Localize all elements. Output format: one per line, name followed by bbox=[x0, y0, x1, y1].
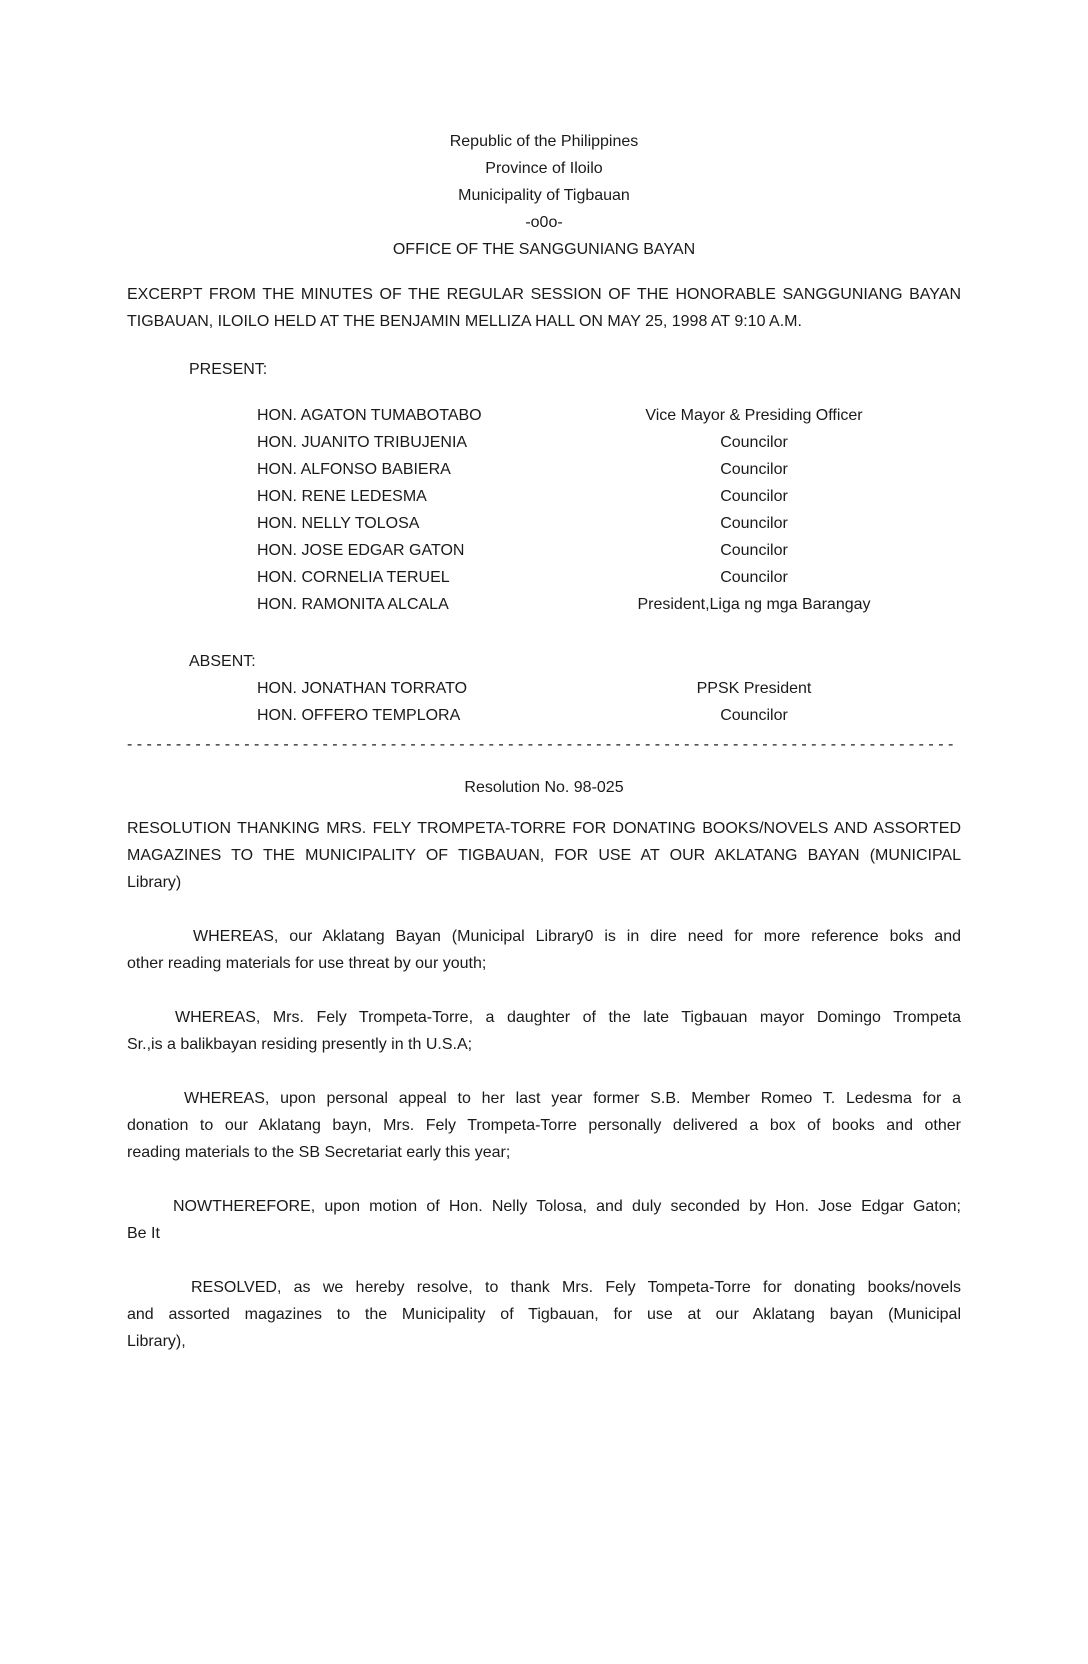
resolution-title-line: MAGAZINES TO THE MUNICIPALITY OF TIGBAUAN, FOR USE AT OUR AKLATANG BAYAN (MUNICIPAL bbox=[127, 847, 961, 864]
attendee-name: HON. RAMONITA ALCALA bbox=[257, 596, 449, 613]
header-office-name: OFFICE OF THE SANGGUNIANG BAYAN bbox=[392, 241, 696, 258]
resolution-number: Resolution No. 98-025 bbox=[464, 779, 624, 796]
paragraph-line: reading materials to the SB Secretariat early this year; bbox=[127, 1144, 511, 1161]
header-line-province: Province of Iloilo bbox=[485, 160, 603, 177]
attendee-row bbox=[127, 537, 961, 564]
absent-label: ABSENT: bbox=[189, 653, 256, 670]
attendee-name: HON. JOSE EDGAR GATON bbox=[257, 542, 465, 559]
attendee-title: Councilor bbox=[720, 542, 788, 559]
attendee-name: HON. CORNELIA TERUEL bbox=[257, 569, 450, 586]
whereas-paragraph-1 bbox=[127, 923, 961, 977]
paragraph-line: Sr.,is a balikbayan residing presently in th U.S.A; bbox=[127, 1036, 473, 1053]
present-label: PRESENT: bbox=[189, 361, 268, 378]
paragraph-line: NOWTHEREFORE, upon motion of Hon. Nelly Tolosa, and duly seconded by Hon. Jose Edgar Gaton; bbox=[173, 1198, 961, 1215]
absent-roster bbox=[127, 675, 961, 729]
attendee-title: Councilor bbox=[720, 434, 788, 451]
attendee-title: Councilor bbox=[720, 707, 788, 724]
resolution-title bbox=[127, 815, 961, 896]
attendee-name: HON. AGATON TUMABOTABO bbox=[257, 407, 482, 424]
whereas-paragraph-3 bbox=[127, 1085, 961, 1166]
attendee-name: HON. OFFERO TEMPLORA bbox=[257, 707, 461, 724]
attendee-row bbox=[127, 483, 961, 510]
resolution-title-line: Library) bbox=[127, 874, 182, 891]
attendee-row bbox=[127, 510, 961, 537]
attendee-row bbox=[127, 675, 961, 702]
attendee-row bbox=[127, 564, 961, 591]
attendee-row bbox=[127, 702, 961, 729]
dashed-divider: - - - - - - - - - - - - - - - - - - - - - - - - - - - - - - - - - - - - - - - - - - - - - - - - - - - - - - - - - - - - - - - - - - - - - - - - - - - - - - - - - - - - - bbox=[127, 736, 954, 753]
attendee-title: Vice Mayor & Presiding Officer bbox=[645, 407, 863, 424]
attendee-title: PPSK President bbox=[696, 680, 812, 697]
attendee-row bbox=[127, 402, 961, 429]
attendee-title: President,Liga ng mga Barangay bbox=[637, 596, 871, 613]
attendee-title: Councilor bbox=[720, 515, 788, 532]
paragraph-line: WHEREAS, our Aklatang Bayan (Municipal Library0 is in dire need for more reference boks and bbox=[193, 928, 961, 945]
header-line-municipality: Municipality of Tigbauan bbox=[458, 187, 630, 204]
attendee-row bbox=[127, 591, 961, 618]
paragraph-line: and assorted magazines to the Municipality of Tigbauan, for use at our Aklatang bayan (Municipal bbox=[127, 1306, 961, 1323]
paragraph-line: RESOLVED, as we hereby resolve, to thank Mrs. Fely Tompeta-Torre for donating books/novels bbox=[191, 1279, 961, 1296]
nowtherefore-paragraph bbox=[127, 1193, 961, 1247]
paragraph-line: Be It bbox=[127, 1225, 160, 1242]
paragraph-line: Library), bbox=[127, 1333, 186, 1350]
present-roster bbox=[127, 402, 961, 618]
paragraph-line: donation to our Aklatang bayn, Mrs. Fely Trompeta-Torre personally delivered a box of books and other bbox=[127, 1117, 961, 1134]
paragraph-line: WHEREAS, upon personal appeal to her last year former S.B. Member Romeo T. Ledesma for a bbox=[184, 1090, 961, 1107]
paragraph-line: other reading materials for use threat by our youth; bbox=[127, 955, 487, 972]
excerpt-paragraph bbox=[127, 281, 961, 335]
attendee-name: HON. RENE LEDESMA bbox=[257, 488, 427, 505]
attendee-name: HON. NELLY TOLOSA bbox=[257, 515, 420, 532]
whereas-paragraph-2 bbox=[127, 1004, 961, 1058]
excerpt-line: EXCERPT FROM THE MINUTES OF THE REGULAR SESSION OF THE HONORABLE SANGGUNIANG BAYAN bbox=[127, 286, 961, 303]
attendee-name: HON. ALFONSO BABIERA bbox=[257, 461, 451, 478]
header-o0o-separator: -o0o- bbox=[525, 214, 563, 231]
attendee-title: Councilor bbox=[720, 488, 788, 505]
attendee-title: Councilor bbox=[720, 461, 788, 478]
document-header bbox=[127, 128, 961, 263]
attendee-name: HON. JUANITO TRIBUJENIA bbox=[257, 434, 468, 451]
resolved-paragraph bbox=[127, 1274, 961, 1355]
attendee-title: Councilor bbox=[720, 569, 788, 586]
resolution-title-line: RESOLUTION THANKING MRS. FELY TROMPETA-TORRE FOR DONATING BOOKS/NOVELS AND ASSORTED bbox=[127, 820, 961, 837]
excerpt-line: TIGBAUAN, ILOILO HELD AT THE BENJAMIN MELLIZA HALL ON MAY 25, 1998 AT 9:10 A.M. bbox=[127, 313, 802, 330]
paragraph-line: WHEREAS, Mrs. Fely Trompeta-Torre, a daughter of the late Tigbauan mayor Domingo Trompeta bbox=[175, 1009, 961, 1026]
attendee-row bbox=[127, 429, 961, 456]
header-line-republic: Republic of the Philippines bbox=[449, 133, 639, 150]
attendee-name: HON. JONATHAN TORRATO bbox=[257, 680, 468, 697]
attendee-row bbox=[127, 456, 961, 483]
